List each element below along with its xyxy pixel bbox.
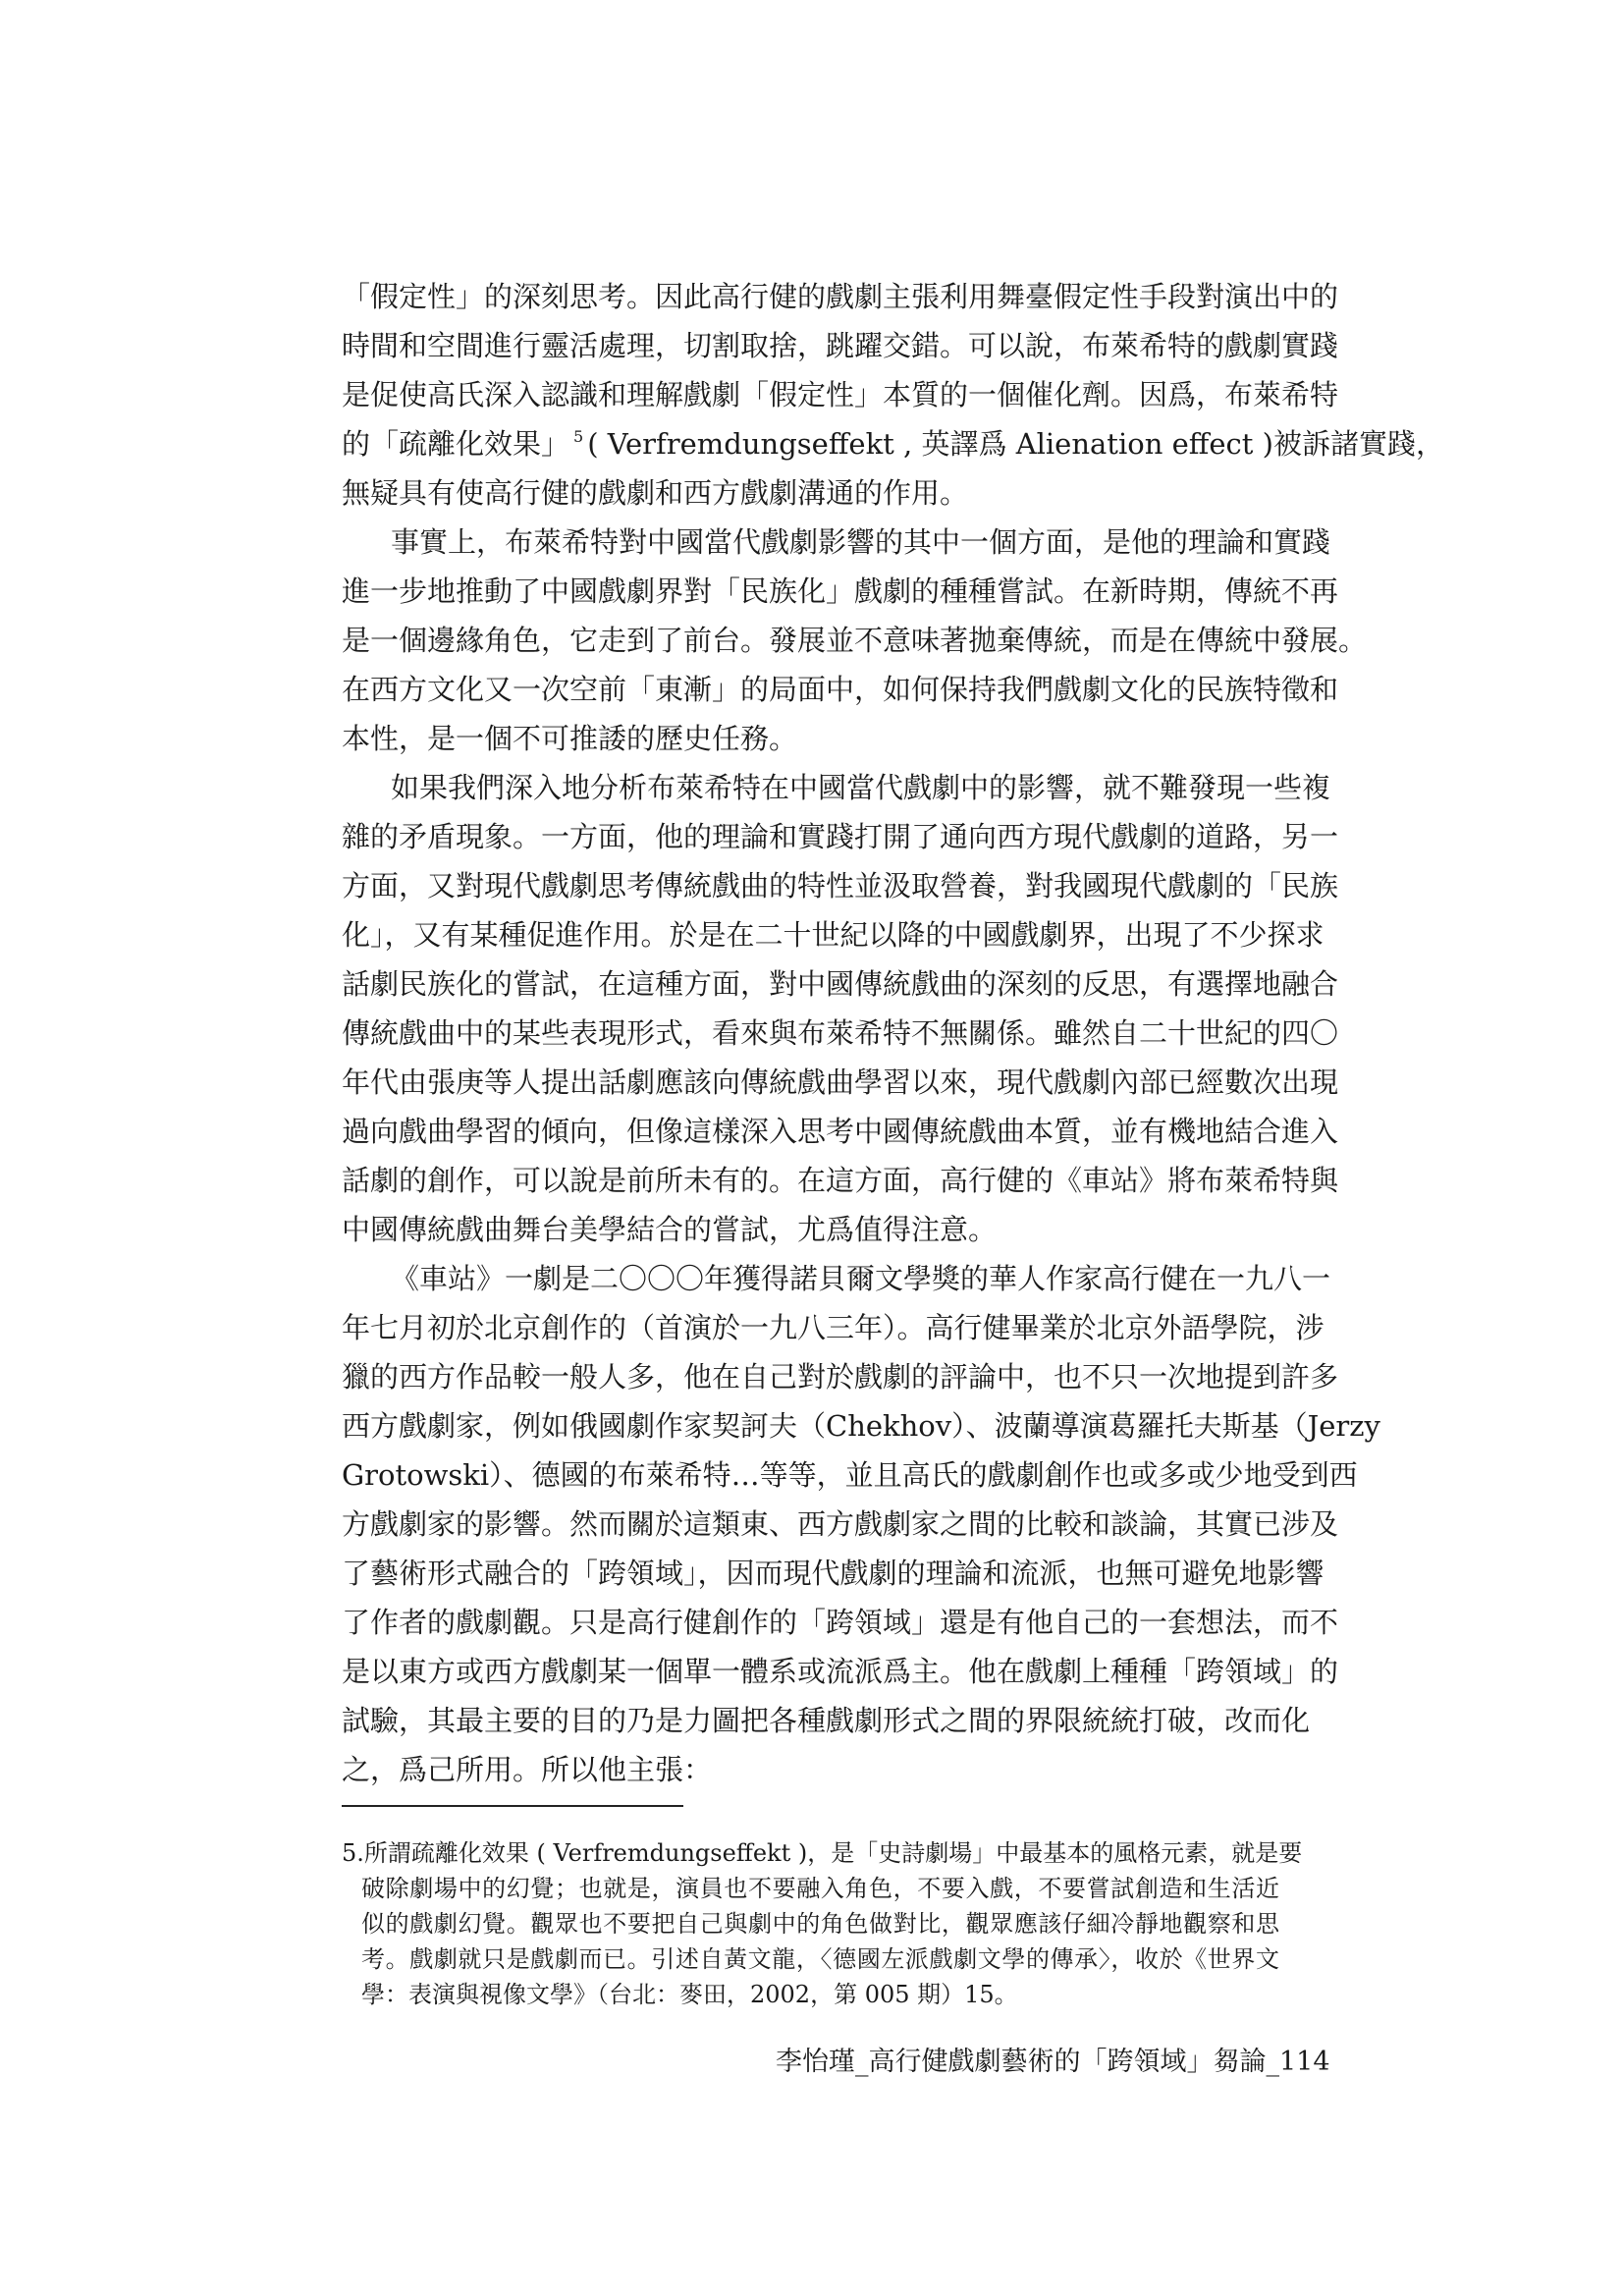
body-line: 之，爲己所用。所以他主張： bbox=[342, 1753, 713, 1786]
body-line: 《車站》一劇是二〇〇〇年獲得諾貝爾文學獎的華人作家高行健在一九八一 bbox=[391, 1262, 1331, 1295]
body-line: 雜的矛盾現象。一方面，他的理論和實踐打開了通向西方現代戲劇的道路，另一 bbox=[342, 820, 1339, 853]
body-line: 話劇民族化的嘗試，在這種方面，對中國傳統戲曲的深刻的反思，有選擇地融合 bbox=[342, 967, 1339, 1001]
body-text-segment: 的「疏離化效果」 bbox=[342, 427, 570, 461]
body-line: 化」，又有某種促進作用。於是在二十世紀以降的中國戲劇界，出現了不少探求 bbox=[342, 918, 1325, 952]
footnote-line: 似的戲劇幻覺。觀眾也不要把自己與劇中的角色做對比，觀眾應該仔細冷靜地觀察和思 bbox=[361, 1910, 1279, 1938]
footnote-line: 考。戲劇就只是戲劇而已。引述自黃文龍，〈德國左派戲劇文學的傳承〉，收於《世界文 bbox=[361, 1945, 1279, 1973]
body-line: 在西方文化又一次空前「東漸」的局面中，如何保持我們戲劇文化的民族特徵和 bbox=[342, 673, 1339, 706]
body-line: Grotowski）、德國的布萊希特…等等，並且高氏的戲劇創作也或多或少地受到西 bbox=[342, 1458, 1358, 1492]
body-line: 是促使高氏深入認識和理解戲劇「假定性」本質的一個催化劑。因爲，布萊希特 bbox=[342, 378, 1339, 411]
body-line: 是一個邊緣角色，它走到了前台。發展並不意味著拋棄傳統，而是在傳統中發展。 bbox=[342, 624, 1368, 657]
body-line: 「假定性」的深刻思考。因此高行健的戲劇主張利用舞臺假定性手段對演出中的 bbox=[342, 280, 1339, 313]
footnote-reference: 5 bbox=[573, 427, 584, 446]
body-line: 是以東方或西方戲劇某一個單一體系或流派爲主。他在戲劇上種種「跨領域」的 bbox=[342, 1655, 1339, 1688]
body-line: 事實上，布萊希特對中國當代戲劇影響的其中一個方面，是他的理論和實踐 bbox=[391, 525, 1331, 559]
body-line: 如果我們深入地分析布萊希特在中國當代戲劇中的影響，就不難發現一些複 bbox=[391, 771, 1331, 804]
body-line: 了作者的戲劇觀。只是高行健創作的「跨領域」還是有他自己的一套想法，而不 bbox=[342, 1606, 1339, 1639]
body-text-segment: ( Verfremdungseffekt , 英譯爲 Alienation effect )被訴諸實踐， bbox=[587, 427, 1444, 461]
body-line: 方面，又對現代戲劇思考傳統戲曲的特性並汲取營養，對我國現代戲劇的「民族 bbox=[342, 869, 1339, 902]
body-line: 過向戲曲學習的傾向，但像這樣深入思考中國傳統戲曲本質，並有機地結合進入 bbox=[342, 1115, 1339, 1148]
body-line: 無疑具有使高行健的戲劇和西方戲劇溝通的作用。 bbox=[342, 476, 969, 510]
body-line: 西方戲劇家，例如俄國劇作家契訶夫（Chekhov）、波蘭導演葛羅托夫斯基（Jerzy bbox=[342, 1409, 1380, 1443]
body-line-with-footnote-ref bbox=[342, 422, 1444, 467]
body-line: 進一步地推動了中國戲劇界對「民族化」戲劇的種種嘗試。在新時期，傳統不再 bbox=[342, 574, 1339, 608]
body-line: 本性，是一個不可推諉的歷史任務。 bbox=[342, 722, 798, 755]
footnote-line: 學：表演與視像文學》（台北：麥田，2002，第 005 期）15。 bbox=[361, 1981, 1018, 2008]
body-line: 話劇的創作，可以說是前所未有的。在這方面，高行健的《車站》將布萊希特與 bbox=[342, 1164, 1339, 1197]
body-line: 時間和空間進行靈活處理，切割取捨，跳躍交錯。可以說，布萊希特的戲劇實踐 bbox=[342, 329, 1339, 362]
page-footer: 李怡瑾_高行健戲劇藝術的「跨領域」芻論_114 bbox=[776, 2047, 1330, 2077]
body-line: 傳統戲曲中的某些表現形式，看來與布萊希特不無關係。雖然自二十世紀的四〇 bbox=[342, 1016, 1339, 1050]
footnote-line: 5.所謂疏離化效果 ( Verfremdungseffekt )，是「史詩劇場」中最基本的風格元素，就是要 bbox=[342, 1839, 1303, 1867]
body-line: 方戲劇家的影響。然而關於這類東、西方戲劇家之間的比較和談論，其實已涉及 bbox=[342, 1507, 1339, 1541]
body-line: 獵的西方作品較一般人多，他在自己對於戲劇的評論中，也不只一次地提到許多 bbox=[342, 1360, 1339, 1394]
body-line: 了藝術形式融合的「跨領域」，因而現代戲劇的理論和流派，也無可避免地影響 bbox=[342, 1557, 1325, 1590]
body-line: 年七月初於北京創作的（首演於一九八三年）。高行健畢業於北京外語學院，涉 bbox=[342, 1311, 1325, 1344]
footnote-line: 破除劇場中的幻覺；也就是，演員也不要融入角色，不要入戲，不要嘗試創造和生活近 bbox=[361, 1875, 1279, 1902]
body-line: 試驗，其最主要的目的乃是力圖把各種戲劇形式之間的界限統統打破，改而化 bbox=[342, 1704, 1311, 1737]
body-line: 年代由張庚等人提出話劇應該向傳統戲曲學習以來，現代戲劇內部已經數次出現 bbox=[342, 1066, 1339, 1099]
footnote-divider bbox=[342, 1805, 683, 1807]
body-line: 中國傳統戲曲舞台美學結合的嘗試，尤爲值得注意。 bbox=[342, 1213, 998, 1246]
